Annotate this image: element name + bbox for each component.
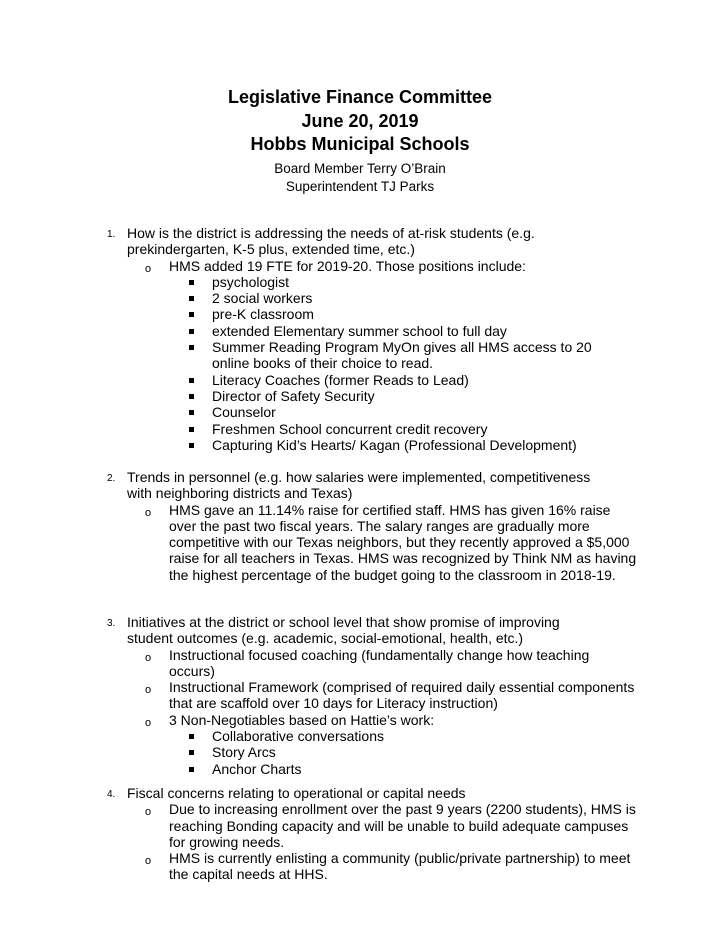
square-bullet-icon — [189, 345, 194, 350]
list-item: Capturing Kid’s Hearts/ Kagan (Professional Development) — [212, 437, 612, 453]
question-number: 4. — [107, 789, 116, 800]
square-bullet-icon — [189, 394, 194, 399]
circle-bullet-icon: o — [145, 262, 152, 275]
square-bullet-icon — [189, 767, 194, 772]
question-text: Trends in personnel (e.g. how salaries were implemented, competitiveness with neighboring districts and Texas) — [127, 469, 591, 502]
presenter-superintendent: Superintendent TJ Parks — [285, 178, 435, 194]
square-bullet-icon — [189, 750, 194, 755]
square-bullet-icon — [189, 329, 194, 334]
answer-text: HMS gave an 11.14% raise for certified staff. HMS has given 16% raise over the past two fiscal years. The salary ranges are gradually more competitive with our Texas neighbors, but they recently approved a $5,000 raise for all teachers in Texas. HMS was recognized by Think NM as having the highest percentage of the budget going to the classroom in 2018-19. — [169, 501, 637, 583]
square-bullet-icon — [189, 410, 194, 415]
square-bullet-icon — [189, 378, 194, 383]
answer-item — [145, 801, 639, 850]
answer-item — [145, 850, 639, 883]
answer-text: HMS added 19 FTE for 2019-20. Those positions include: — [169, 257, 526, 274]
circle-bullet-icon: o — [145, 855, 152, 868]
question-text: Initiatives at the district or school level that show promise of improving student outcomes (e.g. academic, social-emotional, health, etc.) — [127, 614, 560, 647]
answer-item — [145, 711, 639, 729]
answer-item — [145, 679, 639, 712]
answer-text: Instructional Framework (comprised of required daily essential components that are scaffold over 10 days for Literacy instruction) — [169, 679, 635, 712]
list-item: Story Arcs — [212, 744, 612, 760]
answer-text: HMS is currently enlisting a community (public/private partnership) to meet the capital needs at HHS. — [169, 850, 631, 883]
answer-item — [145, 257, 639, 275]
list-item: Summer Reading Program MyOn gives all HMS access to 20 online books of their choice to read. — [212, 339, 612, 372]
square-bullet-icon — [189, 296, 194, 301]
answer-text: 3 Non-Negotiables based on Hattie’s work: — [169, 711, 435, 728]
presenter-board-member: Board Member Terry O’Brain — [274, 160, 446, 176]
question-number: 1. — [107, 229, 116, 240]
list-item: pre-K classroom — [212, 306, 612, 322]
question-2 — [0, 469, 720, 583]
list-item: extended Elementary summer school to full day — [212, 323, 612, 339]
question-number: 2. — [107, 473, 116, 484]
answer-text: Instructional focused coaching (fundamentally change how teaching occurs) — [169, 646, 590, 679]
question-text: Fiscal concerns relating to operational or capital needs — [127, 785, 466, 801]
document-title: Legislative Finance Committee — [227, 87, 493, 107]
list-item: 2 social workers — [212, 290, 612, 306]
square-bullet-icon — [189, 427, 194, 432]
circle-bullet-icon: o — [145, 716, 152, 729]
list-item: Freshmen School concurrent credit recovery — [212, 421, 612, 437]
circle-bullet-icon: o — [145, 506, 152, 519]
list-item: Counselor — [212, 404, 612, 420]
organization-name: Hobbs Municipal Schools — [250, 134, 470, 154]
document-header — [0, 86, 720, 196]
list-item: Collaborative conversations — [212, 728, 612, 744]
circle-bullet-icon: o — [145, 684, 152, 697]
circle-bullet-icon: o — [145, 651, 152, 664]
square-bullet-icon — [189, 312, 194, 317]
answer-item — [145, 501, 639, 583]
question-4 — [0, 785, 720, 883]
list-item: psychologist — [212, 274, 612, 290]
question-number: 3. — [107, 618, 116, 629]
meeting-date: June 20, 2019 — [301, 110, 419, 131]
square-bullet-icon — [189, 734, 194, 739]
circle-bullet-icon: o — [145, 806, 152, 819]
list-item: Literacy Coaches (former Reads to Lead) — [212, 372, 612, 388]
question-1 — [0, 225, 720, 453]
square-bullet-icon — [189, 443, 194, 448]
answer-item — [145, 646, 639, 680]
list-item: Anchor Charts — [212, 761, 612, 777]
question-text: How is the district is addressing the needs of at-risk students (e.g. prekindergarten, K-5 plus, extended time, etc.) — [127, 225, 535, 258]
question-3 — [0, 614, 720, 777]
list-item: Director of Safety Security — [212, 388, 612, 404]
square-bullet-icon — [189, 280, 194, 285]
answer-text: Due to increasing enrollment over the past 9 years (2200 students), HMS is reaching Bonding capacity and will be unable to build adequate campuses for growing needs. — [169, 801, 636, 850]
